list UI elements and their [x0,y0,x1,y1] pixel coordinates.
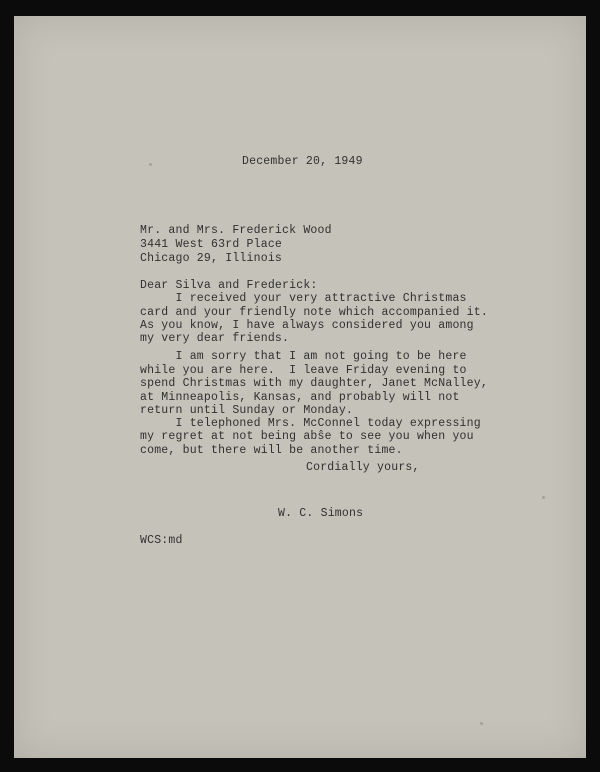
body-line: card and your friendly note which accompanied it. [140,306,488,319]
recipient-street: 3441 West 63rd Place [140,238,283,251]
body-line: at Minneapolis, Kansas, and probably will not [140,391,460,404]
body-line: come, but there will be another time. [140,444,403,457]
body-line: I telephoned Mrs. McConnel today expressing [140,417,481,430]
closing: Cordially yours, [306,461,420,474]
letter-page [14,16,586,758]
body-line: As you know, I have always considered you among [140,319,474,332]
body-line: my very dear friends. [140,332,290,345]
body-line: my regret at not being abŝe to see you when you [140,430,474,443]
body-line: return until Sunday or Monday. [140,404,354,417]
letter-date: December 20, 1949 [242,155,363,168]
body-line: I received your very attractive Christmas [140,292,467,305]
signature-name: W. C. Simons [278,507,364,520]
body-line: spend Christmas with my daughter, Janet McNalley, [140,377,488,390]
paper-speck [480,722,483,725]
paper-speck [542,496,545,499]
reference-initials: WCS:md [140,534,183,547]
body-line: while you are here. I leave Friday evening to [140,364,467,377]
recipient-name: Mr. and Mrs. Frederick Wood [140,224,332,237]
paper-speck [149,163,152,166]
recipient-city: Chicago 29, Illinois [140,252,283,265]
salutation: Dear Silva and Frederick: [140,279,318,292]
body-line: I am sorry that I am not going to be here [140,350,467,363]
